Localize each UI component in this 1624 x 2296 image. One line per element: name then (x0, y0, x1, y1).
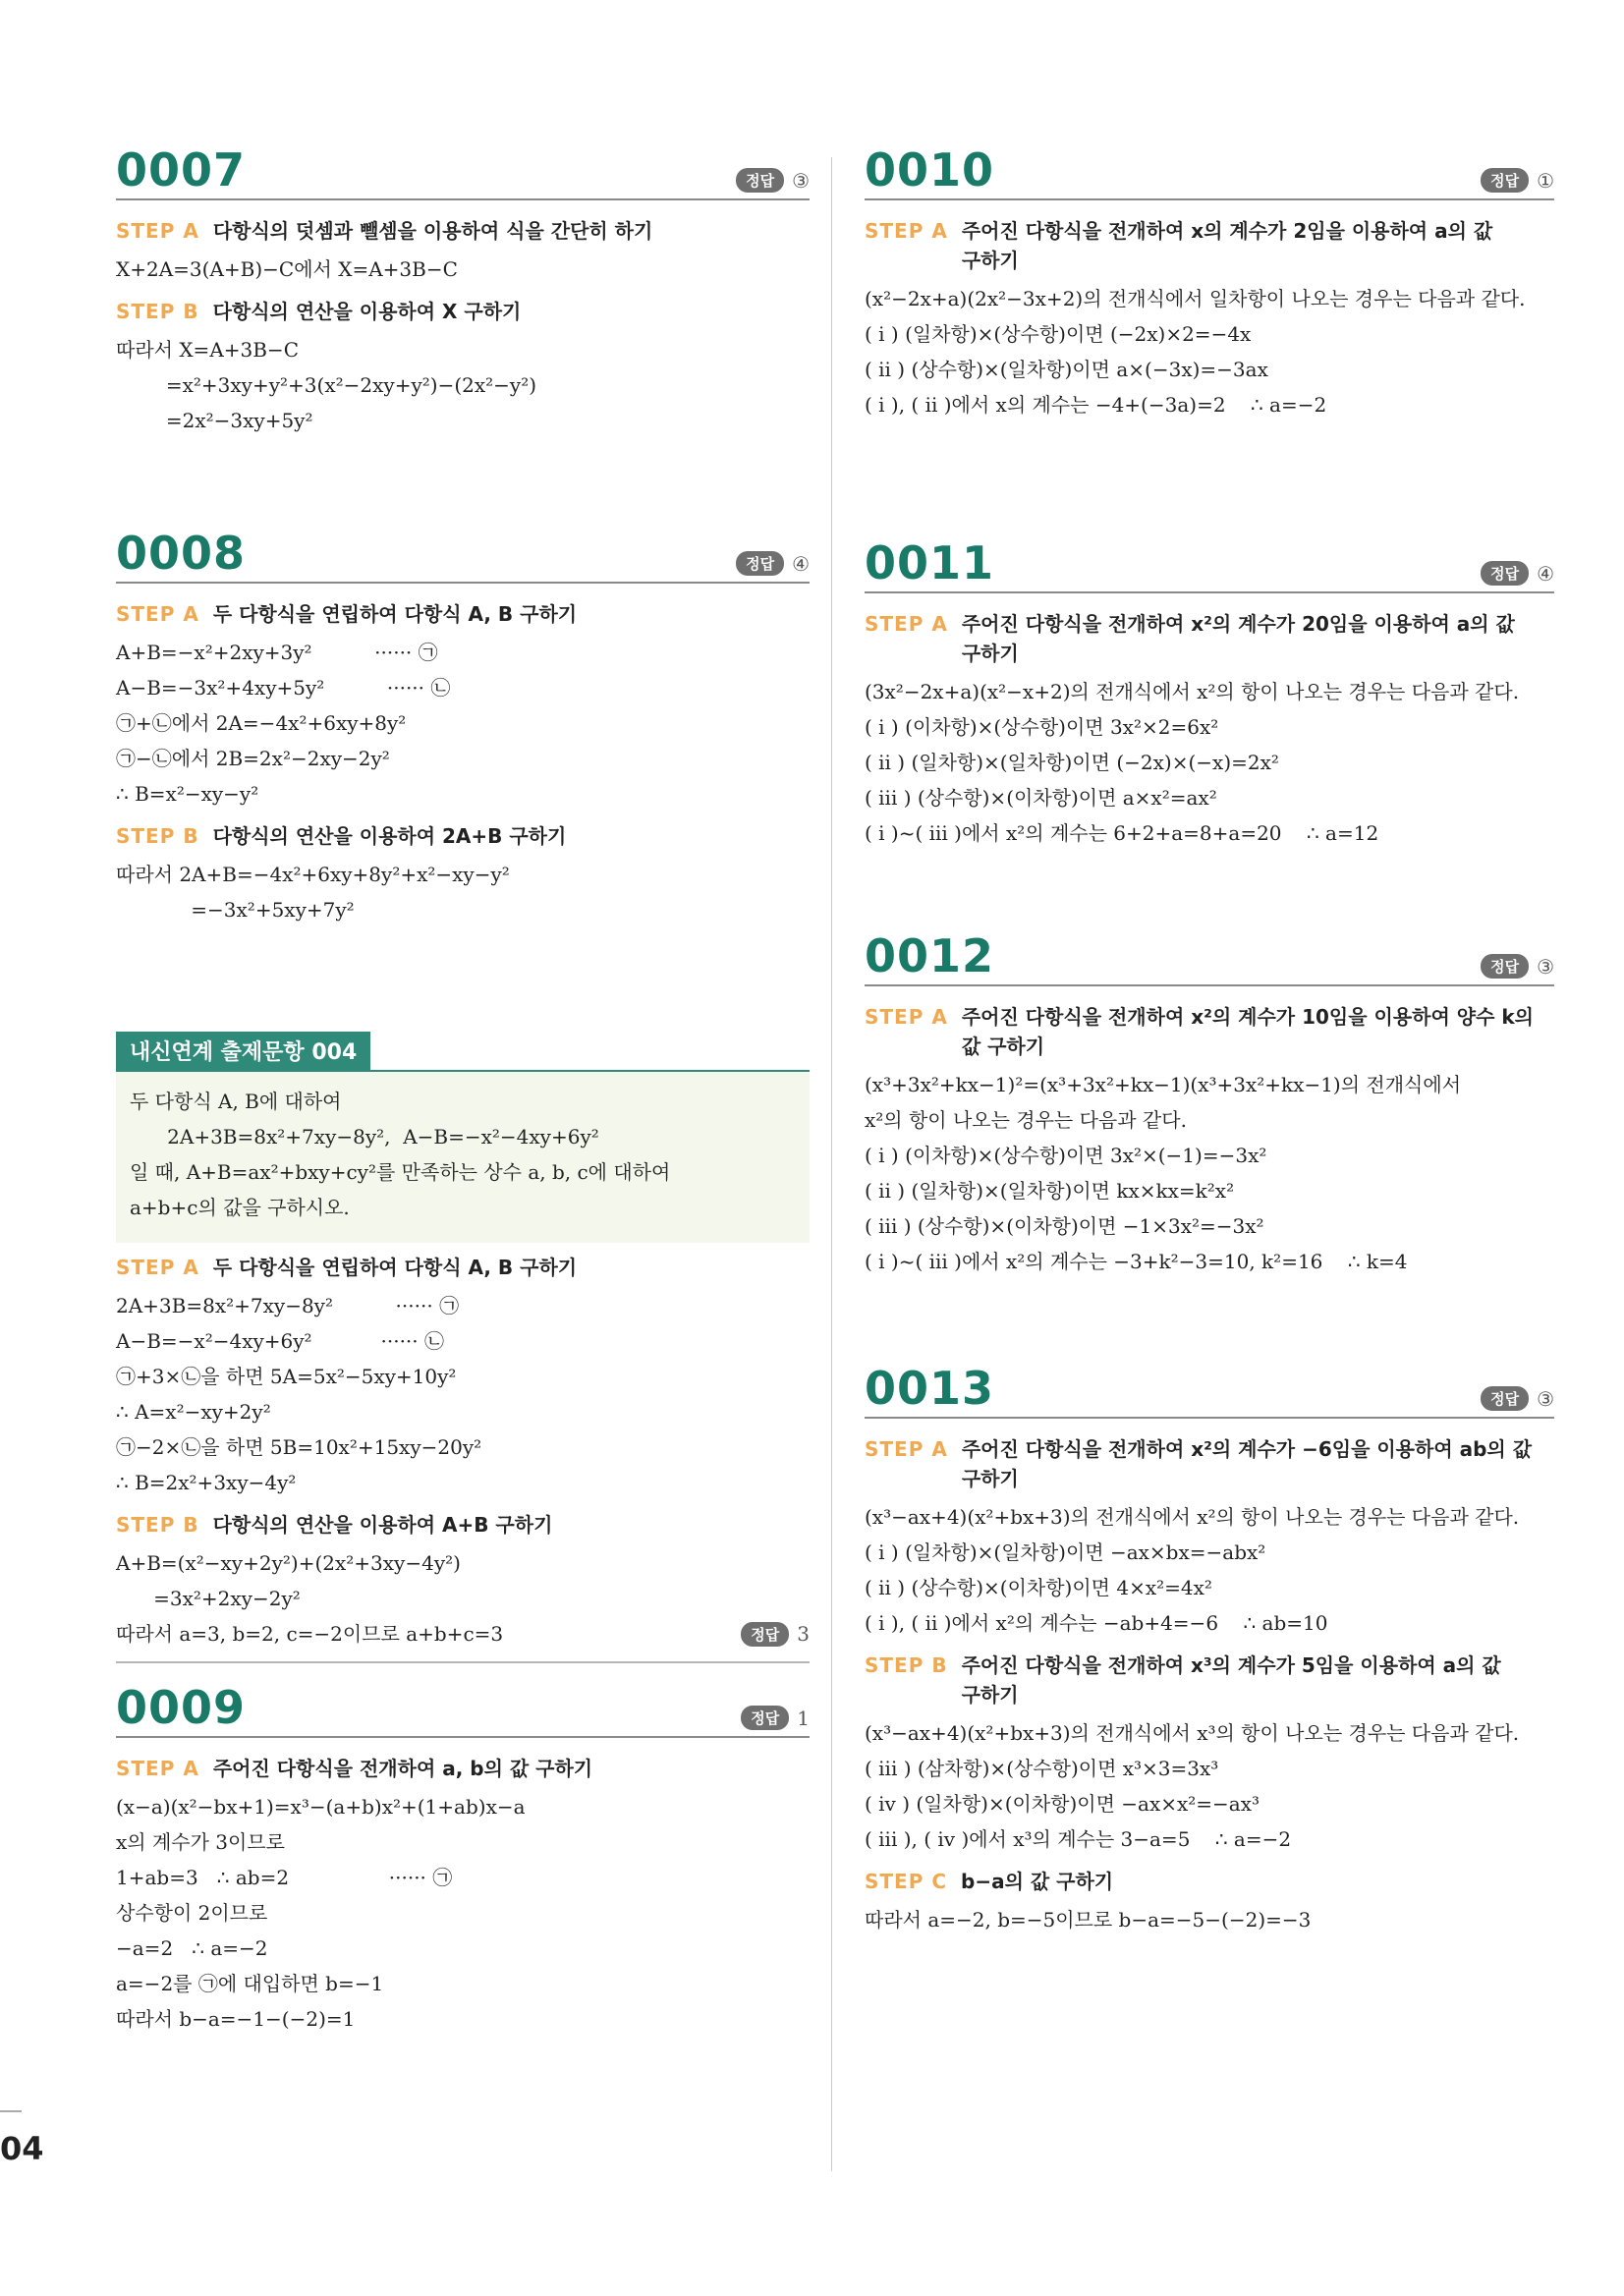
problem-header (865, 929, 1554, 986)
solution-line: 2A+3B=8x²+7xy−8y² ······ ㉠ (116, 1294, 460, 1317)
solution-line: 따라서 X=A+3B−C (116, 338, 299, 362)
solution-line: (x³−ax+4)(x²+bx+3)의 전개식에서 x²의 항이 나오는 경우는 다음과 같다. (865, 1505, 1520, 1529)
solution-line: ( i )~( iii )에서 x²의 계수는 6+2+a=8+a=20 ∴ a=12 (865, 821, 1379, 845)
step-tag: STEP A (865, 219, 948, 243)
page-number: 04 (0, 2130, 44, 2167)
final-line: 따라서 a=3, b=2, c=−2이므로 a+b+c=3 (116, 1622, 504, 1646)
answer (741, 1706, 810, 1730)
step-tag: STEP B (116, 824, 199, 848)
step-title: 다항식의 연산을 이용하여 2A+B 구하기 (212, 824, 567, 848)
problem-number: 0012 (865, 929, 995, 982)
solution-line: ㉠−2×㉡을 하면 5B=10x²+15xy−20y² (116, 1435, 482, 1459)
solution-line: ( ii ) (상수항)×(이차항)이면 4×x²=4x² (865, 1576, 1212, 1599)
step-heading (116, 1754, 810, 1783)
solution-line: x²의 항이 나오는 경우는 다음과 같다. (865, 1108, 1187, 1132)
step-tag: STEP A (116, 219, 199, 243)
solution-steps (865, 216, 1554, 422)
step-title: 다항식의 연산을 이용하여 X 구하기 (212, 300, 522, 323)
step-title: 주어진 다항식을 전개하여 a, b의 값 구하기 (212, 1757, 593, 1780)
step-tag: STEP A (865, 612, 948, 636)
answer-value: ④ (1537, 561, 1554, 586)
solution-line: ( i ) (일차항)×(상수항)이면 (−2x)×2=−4x (865, 322, 1252, 346)
solution-line: ( iii ), ( iv )에서 x³의 계수는 3−a=5 ∴ a=−2 (865, 1827, 1292, 1851)
solution-line: 따라서 b−a=−1−(−2)=1 (116, 2007, 356, 2031)
solution-line: 1+ab=3 ∴ ab=2 ······ ㉠ (116, 1866, 453, 1889)
solution-line: ( iii ) (상수항)×(이차항)이면 −1×3x²=−3x² (865, 1214, 1264, 1238)
step-heading (116, 297, 810, 326)
step-tag: STEP B (116, 1513, 199, 1537)
step-title: 두 다항식을 연립하여 다항식 A, B 구하기 (212, 1256, 578, 1279)
page-number-rule (0, 2110, 22, 2112)
solution-line: (x³−ax+4)(x²+bx+3)의 전개식에서 x³의 항이 나오는 경우는 다음과 같다. (865, 1721, 1520, 1745)
problem-header (865, 1362, 1554, 1419)
answer (736, 168, 810, 193)
answer-badge: 정답 (741, 1622, 789, 1647)
concept-line: 2A+3B=8x²+7xy−8y², A−B=−x²−4xy+6y² (130, 1125, 599, 1148)
solution-line: ( iii ) (삼차항)×(상수항)이면 x³×3=3x³ (865, 1757, 1219, 1780)
problem-header (116, 1681, 810, 1738)
problem-number: 0013 (865, 1362, 995, 1415)
step-tag: STEP B (865, 1653, 948, 1677)
solution-line: A−B=−x²−4xy+6y² ······ ㉡ (116, 1329, 445, 1353)
solution-line: −a=2 ∴ a=−2 (116, 1936, 268, 1960)
answer-value: 1 (797, 1706, 810, 1730)
answer (1481, 561, 1554, 586)
step-title: 주어진 다항식을 전개하여 x³의 계수가 5임을 이용하여 a의 값 구하기 (961, 1653, 1501, 1707)
solution-line: (x²−2x+a)(2x²−3x+2)의 전개식에서 일차항이 나오는 경우는 다음과 같다. (865, 287, 1526, 310)
step-tag: STEP A (116, 602, 199, 626)
problem-number: 0011 (865, 536, 995, 589)
step-title: 다항식의 연산을 이용하여 A+B 구하기 (212, 1513, 553, 1537)
answer-badge: 정답 (1481, 168, 1529, 193)
answer-badge: 정답 (1481, 954, 1529, 979)
problem-number: 0007 (116, 143, 247, 196)
solution-line: ( i ) (이차항)×(상수항)이면 3x²×2=6x² (865, 715, 1219, 739)
solution-line: ( i ), ( ii )에서 x의 계수는 −4+(−3a)=2 ∴ a=−2 (865, 393, 1327, 417)
solution-line: =x²+3xy+y²+3(x²−2xy+y²)−(2x²−y²) (116, 373, 537, 397)
answer-value: 3 (797, 1622, 810, 1646)
solution-line: ( i )~( iii )에서 x²의 계수는 −3+k²−3=10, k²=16 ∴ k=4 (865, 1250, 1408, 1273)
right-column (865, 143, 1554, 1937)
solution-line: ㉠−㉡에서 2B=2x²−2xy−2y² (116, 747, 390, 770)
concept-body (116, 1072, 810, 1243)
answer-badge: 정답 (741, 1706, 789, 1730)
step-heading (116, 216, 810, 246)
column-divider (831, 157, 832, 2171)
solution-steps (865, 1434, 1554, 1937)
answer-value: ③ (1537, 954, 1554, 979)
solution-line: =3x²+2xy−2y² (116, 1587, 301, 1610)
problem-0010 (865, 143, 1554, 540)
solution-line: ( i ) (일차항)×(일차항)이면 −ax×bx=−abx² (865, 1540, 1266, 1564)
solution-line: =2x²−3xy+5y² (116, 409, 313, 432)
step-title: 주어진 다항식을 전개하여 x²의 계수가 20임을 이용하여 a의 값 구하기 (961, 612, 1515, 665)
solution-line: ( ii ) (일차항)×(일차항)이면 (−2x)×(−x)=2x² (865, 751, 1279, 774)
step-tag: STEP A (865, 1005, 948, 1029)
step-heading (116, 599, 810, 629)
solution-steps (116, 1253, 810, 1616)
step-tag: STEP B (116, 300, 199, 323)
concept-label: 내신연계 출제문항 004 (116, 1032, 370, 1070)
answer (741, 1622, 810, 1647)
solution-line: (x−a)(x²−bx+1)=x³−(a+b)x²+(1+ab)x−a (116, 1795, 526, 1819)
final-answer-row (116, 1616, 810, 1663)
problem-number: 0008 (116, 527, 247, 580)
answer-value: ③ (792, 168, 810, 193)
solution-line: (x³+3x²+kx−1)²=(x³+3x²+kx−1)(x³+3x²+kx−1)의 전개식에서 (865, 1073, 1462, 1096)
concept-line: 두 다항식 A, B에 대하여 (130, 1090, 342, 1113)
solution-line: ㉠+㉡에서 2A=−4x²+6xy+8y² (116, 711, 407, 735)
problem-0008 (116, 527, 810, 1032)
left-column (116, 143, 810, 2037)
solution-line: ( ii ) (상수항)×(일차항)이면 a×(−3x)=−3ax (865, 358, 1268, 381)
step-heading (116, 1510, 810, 1540)
concept-solution (116, 1253, 810, 1685)
step-title: 주어진 다항식을 전개하여 x²의 계수가 10임을 이용하여 양수 k의 값 구하기 (961, 1005, 1534, 1058)
step-title: 다항식의 덧셈과 뺄셈을 이용하여 식을 간단히 하기 (212, 219, 653, 243)
problem-header (116, 143, 810, 200)
solution-steps (116, 216, 810, 438)
concept-header (116, 1032, 810, 1072)
answer-badge: 정답 (1481, 561, 1529, 586)
solution-line: 따라서 2A+B=−4x²+6xy+8y²+x²−xy−y² (116, 863, 510, 886)
answer-badge: 정답 (736, 168, 784, 193)
solution-line: A+B=(x²−xy+2y²)+(2x²+3xy−4y²) (116, 1551, 461, 1575)
solution-line: ∴ B=x²−xy−y² (116, 782, 259, 806)
solution-line: ∴ B=2x²+3xy−4y² (116, 1471, 297, 1494)
step-heading (865, 216, 1554, 275)
problem-0007 (116, 143, 810, 531)
step-tag: STEP A (116, 1757, 199, 1780)
step-title: 두 다항식을 연립하여 다항식 A, B 구하기 (212, 602, 578, 626)
step-heading (865, 1867, 1554, 1896)
step-heading (116, 821, 810, 851)
step-tag: STEP A (116, 1256, 199, 1279)
answer-badge: 정답 (736, 551, 784, 576)
problem-number: 0010 (865, 143, 995, 196)
answer-value: ③ (1537, 1386, 1554, 1411)
solution-steps (865, 1002, 1554, 1279)
solution-line: 따라서 a=−2, b=−5이므로 b−a=−5−(−2)=−3 (865, 1908, 1312, 1932)
answer (1481, 954, 1554, 979)
solution-line: =−3x²+5xy+7y² (116, 898, 355, 922)
solution-line: A+B=−x²+2xy+3y² ······ ㉠ (116, 641, 438, 664)
step-heading (116, 1253, 810, 1282)
problem-0009 (116, 1681, 810, 2037)
solution-line: a=−2를 ㉠에 대입하면 b=−1 (116, 1972, 384, 1995)
solution-line: ㉠+3×㉡을 하면 5A=5x²−5xy+10y² (116, 1365, 457, 1388)
answer (1481, 168, 1554, 193)
step-title: 주어진 다항식을 전개하여 x²의 계수가 −6임을 이용하여 ab의 값 구하기 (961, 1437, 1533, 1490)
solution-line: x의 계수가 3이므로 (116, 1830, 285, 1854)
solution-line: ( iv ) (일차항)×(이차항)이면 −ax×x²=−ax³ (865, 1792, 1260, 1816)
problem-0013 (865, 1362, 1554, 1937)
step-heading (865, 609, 1554, 668)
step-heading (865, 1651, 1554, 1709)
concept-problem-box (116, 1032, 810, 1243)
solution-line: ( i ) (이차항)×(상수항)이면 3x²×(−1)=−3x² (865, 1144, 1267, 1167)
step-title: b−a의 값 구하기 (961, 1870, 1114, 1893)
solution-line: A−B=−3x²+4xy+5y² ······ ㉡ (116, 676, 451, 700)
answer (736, 551, 810, 576)
answer (1481, 1386, 1554, 1411)
solution-line: ( i ), ( ii )에서 x²의 계수는 −ab+4=−6 ∴ ab=10 (865, 1611, 1328, 1635)
step-heading (865, 1002, 1554, 1061)
concept-line: 일 때, A+B=ax²+bxy+cy²를 만족하는 상수 a, b, c에 대하여 (130, 1160, 671, 1184)
solution-line: X+2A=3(A+B)−C에서 X=A+3B−C (116, 257, 458, 281)
problem-0011 (865, 536, 1554, 933)
step-tag: STEP A (865, 1437, 948, 1461)
solution-line: ( iii ) (상수항)×(이차항)이면 a×x²=ax² (865, 786, 1217, 810)
solution-line: (3x²−2x+a)(x²−x+2)의 전개식에서 x²의 항이 나오는 경우는 다음과 같다. (865, 680, 1520, 703)
solution-steps (116, 1754, 810, 2037)
solution-line: 상수항이 2이므로 (116, 1901, 268, 1925)
solution-line: ∴ A=x²−xy+2y² (116, 1400, 271, 1424)
solution-steps (865, 609, 1554, 851)
step-tag: STEP C (865, 1870, 948, 1893)
problem-number: 0009 (116, 1681, 247, 1734)
problem-header (865, 536, 1554, 593)
problem-0012 (865, 929, 1554, 1366)
step-heading (865, 1434, 1554, 1493)
answer-value: ① (1537, 168, 1554, 193)
solution-line: ( ii ) (일차항)×(일차항)이면 kx×kx=k²x² (865, 1179, 1235, 1203)
solution-steps (116, 599, 810, 927)
answer-badge: 정답 (1481, 1386, 1529, 1411)
problem-header (865, 143, 1554, 200)
answer-value: ④ (792, 551, 810, 576)
step-title: 주어진 다항식을 전개하여 x의 계수가 2임을 이용하여 a의 값 구하기 (961, 219, 1493, 272)
concept-line: a+b+c의 값을 구하시오. (130, 1196, 350, 1219)
problem-header (116, 527, 810, 584)
